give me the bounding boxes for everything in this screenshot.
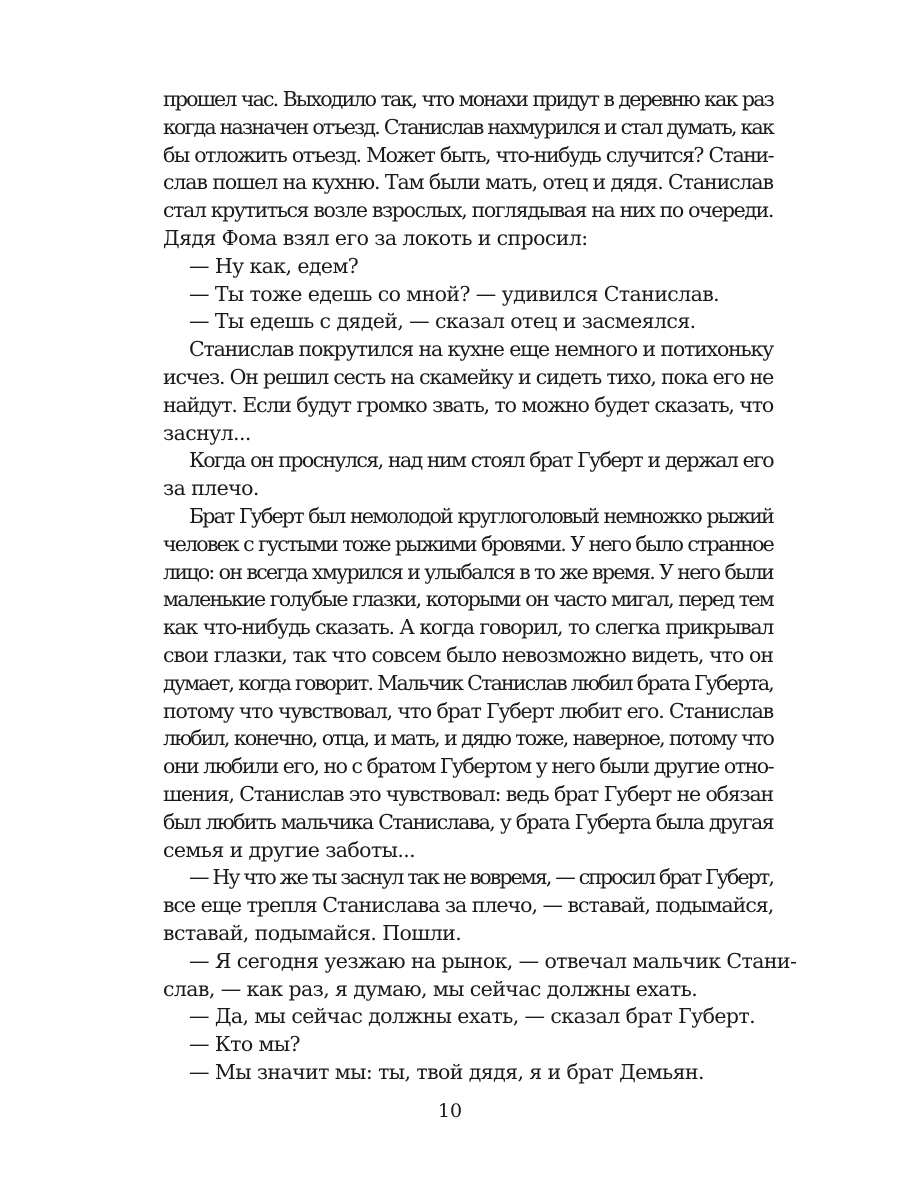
text-line: Когда он проснулся, над ним стоял брат Губерт и держал его — [189, 448, 773, 473]
text-line: слав, — как раз, я думаю, мы сейчас должны ехать. — [163, 976, 698, 1001]
text-line: лицо: он всегда хмурился и улыбался в то же время. У него были — [163, 559, 773, 584]
text-line: потому что чувствовал, что брат Губерт любит его. Станислав — [163, 698, 773, 723]
text-line: — Ты едешь с дядей, — сказал отец и засмеялся. — [189, 309, 696, 334]
text-line: слав пошел на кухню. Там были мать, отец и дядя. Станислав — [163, 170, 773, 195]
text-line: — Ну как, едем? — [189, 253, 359, 278]
text-line: все еще трепля Станислава за плечо, — вставай, подымайся, — [163, 893, 774, 918]
text-line: — Кто мы? — [189, 1032, 300, 1057]
text-line: — Я сегодня уезжаю на рынок, — отвечал мальчик Стани- — [189, 948, 797, 973]
page-number: 10 — [437, 1100, 463, 1122]
text-line: прошел час. Выходило так, что монахи придут в деревню как раз — [163, 87, 773, 111]
text-line: бы отложить отъезд. Может быть, что-нибудь случится? Стани- — [163, 142, 773, 167]
text-line: семья и другие заботы... — [163, 837, 416, 862]
body-text — [163, 86, 797, 1087]
text-line: исчез. Он решил сесть на скамейку и сидеть тихо, пока его не — [163, 364, 773, 389]
text-line: найдут. Если будут громко звать, то можно будет сказать, что — [163, 392, 773, 417]
text-line: когда назначен отъезд. Станислав нахмурился и стал думать, как — [163, 114, 773, 139]
text-line: шения, Станислав это чувствовал: ведь брат Губерт не обязан — [163, 781, 773, 806]
text-line: за плечо. — [163, 476, 259, 501]
text-line: заснул... — [163, 420, 251, 445]
text-line: Брат Губерт был немолодой круглоголовый немножко рыжий — [189, 503, 773, 528]
text-line: вставай, подымайся. Пошли. — [163, 920, 462, 945]
text-line: Станислав покрутился на кухне еще немного и потихоньку — [189, 337, 773, 362]
text-line: Дядя Фома взял его за локоть и спросил: — [163, 225, 588, 250]
text-line: как что-нибудь сказать. А когда говорил, то слегка прикрывал — [163, 615, 773, 640]
text-line: был любить мальчика Станислава, у брата Губерта была другая — [163, 809, 773, 834]
text-line: — Да, мы сейчас должны ехать, — сказал брат Губерт. — [189, 1004, 756, 1029]
text-line: думает, когда говорит. Мальчик Станислав любил брата Губерта, — [163, 670, 773, 695]
text-line: стал крутиться возле взрослых, поглядывая на них по очереди. — [163, 198, 773, 223]
text-line: — Мы значит мы: ты, твой дядя, я и брат Демьян. — [189, 1059, 704, 1084]
text-line: они любили его, но с братом Губертом у него были другие отно- — [163, 754, 774, 779]
text-line: — Ну что же ты заснул так не вовремя, — спросил брат Губерт, — [189, 865, 773, 890]
text-line: любил, конечно, отца, и мать, и дядю тоже, наверное, потому что — [163, 726, 773, 751]
text-line: маленькие голубые глазки, которыми он часто мигал, перед тем — [163, 587, 773, 612]
text-line: человек с густыми тоже рыжими бровями. У него было странное — [163, 531, 773, 556]
text-line: свои глазки, так что совсем было невозможно видеть, что он — [163, 642, 773, 667]
text-line: — Ты тоже едешь со мной? — удивился Станислав. — [189, 281, 720, 306]
